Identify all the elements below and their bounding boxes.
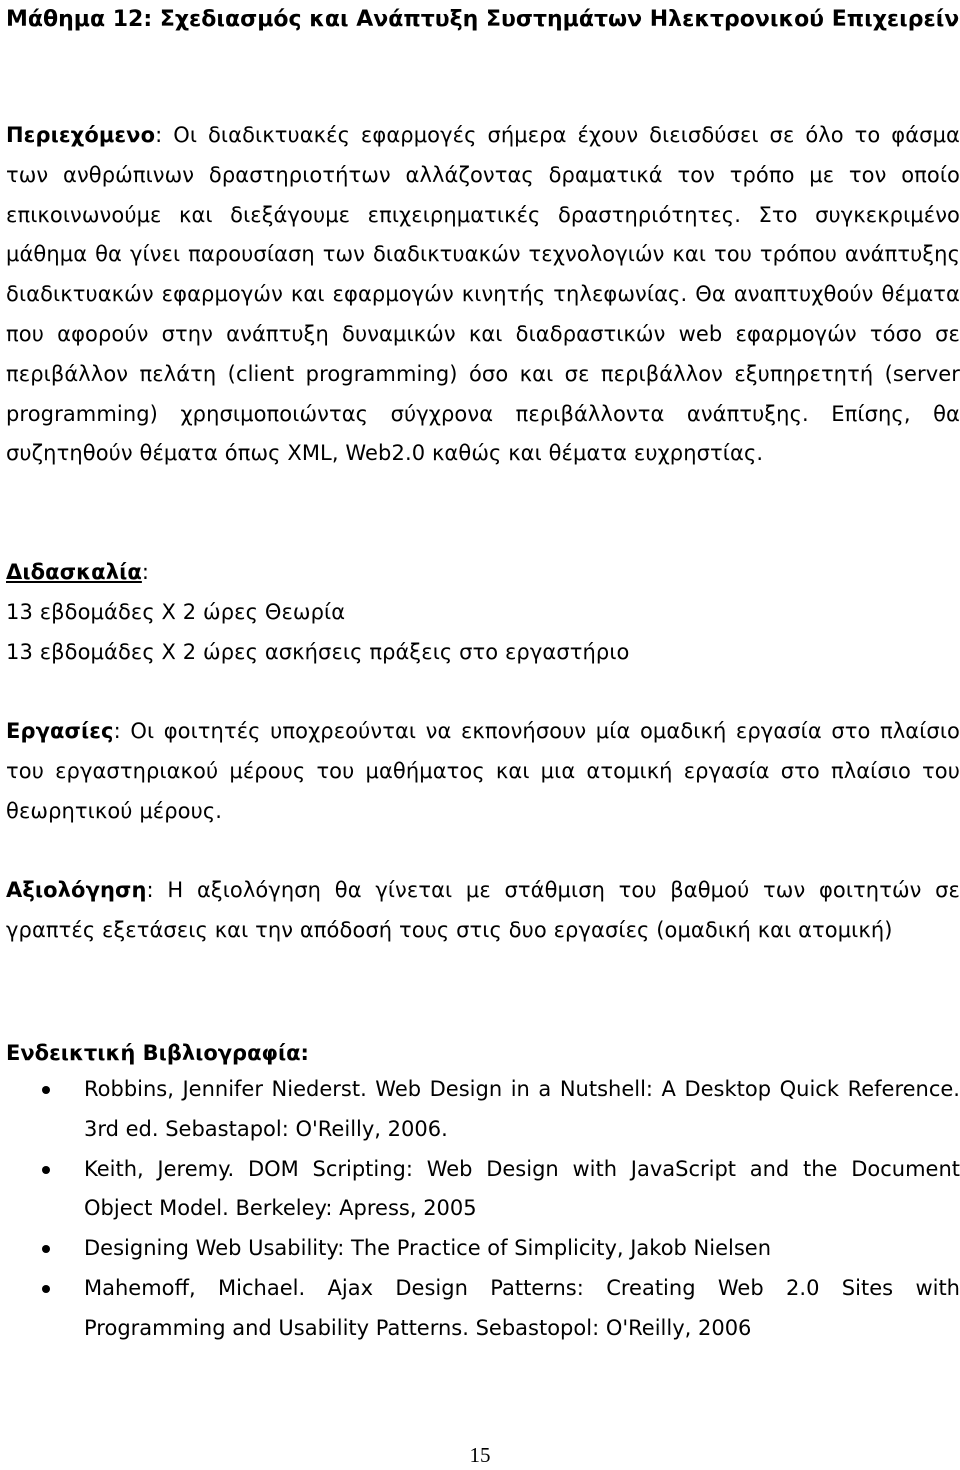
bibliography-entry: Keith, Jeremy. DOM Scripting: Web Design with JavaScript and the Document Object Model. Berkeley: Apress, 2005 (84, 1156, 960, 1221)
bibliography-entry: Robbins, Jennifer Niederst. Web Design in a Nutshell: A Desktop Quick Reference. 3rd ed. Sebastapol: O'Reilly, 2006. (84, 1077, 960, 1141)
contents-paragraph (6, 116, 960, 474)
assignments-paragraph (6, 712, 960, 831)
contents-label: Περιεχόμενο (6, 123, 156, 147)
teaching-suffix: : (141, 560, 150, 584)
bullet-icon (42, 1285, 50, 1293)
assignments-label: Εργασίες (6, 719, 114, 743)
teaching-section (6, 553, 960, 672)
list-item (6, 1269, 960, 1349)
assignments-text: : Οι φοιτητές υποχρεούνται να εκπονήσουν μία ομαδική εργασία στο πλαίσιο του εργαστηριακού μέρους του μαθήματος και μια ατομική εργασία στο πλαίσιο του θεωρητικού μέρους. (6, 719, 960, 823)
evaluation-label: Αξιολόγηση (6, 878, 147, 902)
bullet-icon (42, 1086, 50, 1094)
page-number: 15 (469, 1443, 491, 1467)
list-item (6, 1150, 960, 1230)
contents-text: : Οι διαδικτυακές εφαρμογές σήμερα έχουν διεισδύσει σε όλο το φάσμα των ανθρώπινων δραστηριοτήτων αλλάζοντας δραματικά τον τρόπο με τον οποίο επικοινωνούμε και διεξάγουμε επιχειρηματικές δραστηριότητες. Στο συγκεκριμένο μάθημα θα γίνει παρουσίαση των διαδικτυακών τεχνολογιών και του τρόπου ανάπτυξης διαδικτυακών εφαρμογών και εφαρμογών κινητής τηλεφωνίας. Θα αναπτυχθούν θέματα που αφορούν στην ανάπτυξη δυναμικών και διαδραστικών web εφαρμογών τόσο σε περιβάλλον πελάτη (client programming) όσο και σε περιβάλλον εξυπηρετητή (server programming) χρησιμοποιώντας σύγχρονα περιβάλλοντα ανάπτυξης. Επίσης, θα συζητηθούν θέματα όπως XML, Web2.0 καθώς και θέματα ευχρηστίας. (6, 123, 960, 466)
bibliography-entry: Designing Web Usability: The Practice of Simplicity, Jakob Nielsen (84, 1236, 772, 1261)
bibliography-list (6, 1070, 960, 1349)
bibliography-entry: Mahemoff, Michael. Ajax Design Patterns: Creating Web 2.0 Sites with Programming and Usability Patterns. Sebastopol: O'Reilly, 2006 (84, 1275, 960, 1340)
bibliography-title: Ενδεικτική Βιβλιογραφία: (6, 1041, 309, 1065)
teaching-line-lab: 13 εβδομάδες Χ 2 ώρες ασκήσεις πράξεις στο εργαστήριο (6, 639, 630, 664)
course-title: Μάθημα 12: Σχεδιασμός και Ανάπτυξη Συστημάτων Ηλεκτρονικού Επιχειρείν (6, 7, 960, 32)
evaluation-paragraph (6, 871, 960, 951)
teaching-heading (6, 553, 960, 593)
list-item (6, 1229, 960, 1269)
evaluation-text: : Η αξιολόγηση θα γίνεται με στάθμιση του βαθμού των φοιτητών σε γραπτές εξετάσεις και την απόδοσή τους στις δυο εργασίες (ομαδική και ατομική) (6, 878, 960, 942)
list-item (6, 1070, 960, 1150)
teaching-label: Διδασκαλία (6, 560, 142, 584)
teaching-line-theory: 13 εβδομάδες Χ 2 ώρες Θεωρία (6, 599, 346, 624)
bullet-icon (42, 1166, 50, 1174)
bullet-icon (42, 1245, 50, 1253)
